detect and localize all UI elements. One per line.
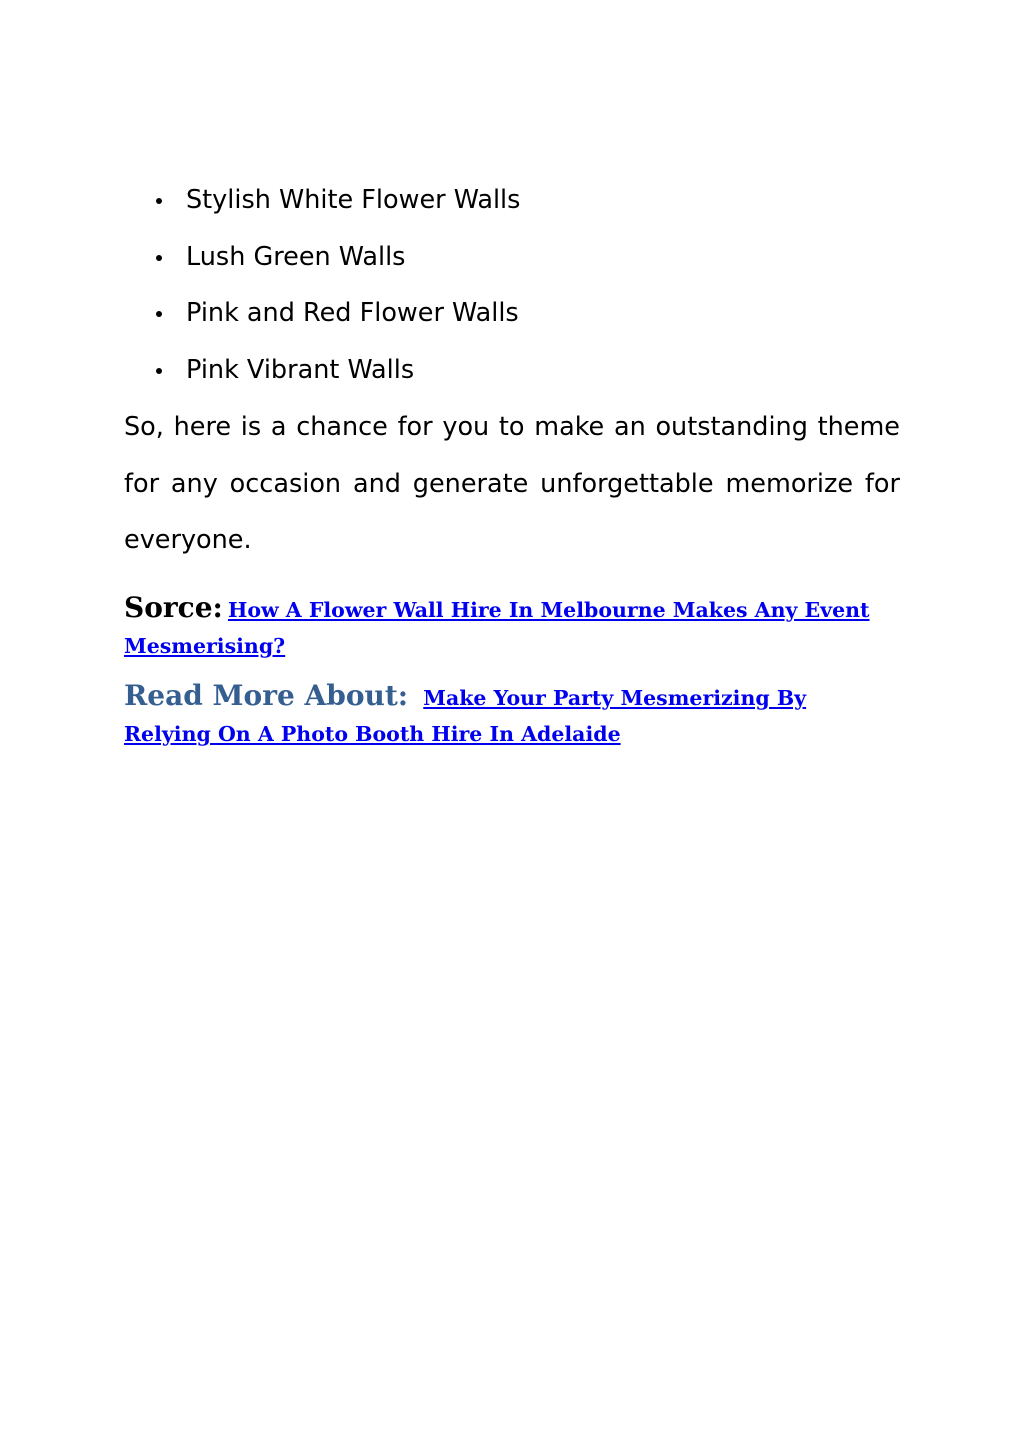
bullet-icon [156, 198, 162, 204]
list-item-text: Lush Green Walls [186, 241, 406, 272]
read-more-line [124, 678, 900, 753]
list-item-text: Pink Vibrant Walls [186, 355, 415, 386]
source-line [124, 590, 900, 665]
source-link[interactable]: How A Flower Wall Hire In Melbourne Makes Any Event Mesmerising? [124, 598, 870, 658]
list-item-text: Pink and Red Flower Walls [186, 298, 519, 329]
source-label: Sorce: [124, 591, 223, 624]
list-item-text: Stylish White Flower Walls [186, 185, 521, 215]
body-paragraph: So, here is a chance for you to make an outstanding theme for any occasion and generate unforgettable memorize for everyone. [124, 412, 900, 556]
bullet-icon [156, 368, 162, 374]
bullet-icon [156, 255, 162, 261]
read-more-label: Read More About: [124, 679, 409, 712]
list-item [124, 229, 900, 286]
list-item [124, 285, 900, 342]
flower-wall-list [124, 172, 900, 399]
list-item [124, 342, 900, 399]
read-more-link[interactable]: Make Your Party Mesmerizing By Relying On A Photo Booth Hire In Adelaide [124, 686, 807, 746]
list-item [124, 172, 900, 229]
bullet-icon [156, 311, 162, 317]
